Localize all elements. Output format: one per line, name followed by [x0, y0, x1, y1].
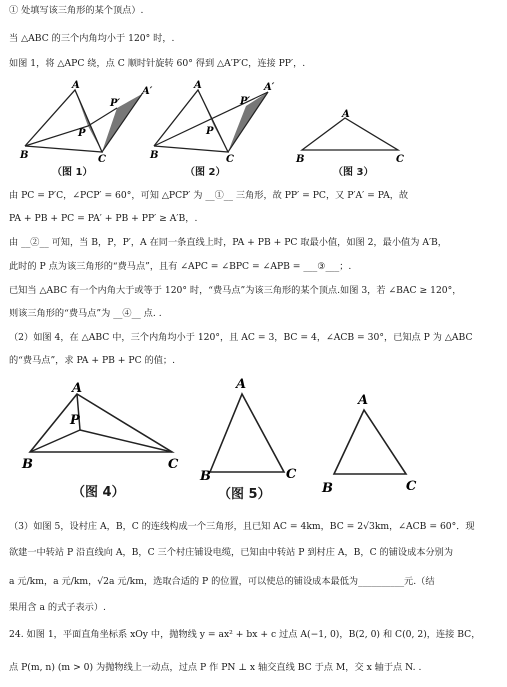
caption-fig-4: （图 4） — [72, 485, 125, 500]
label-b: B — [322, 481, 333, 496]
label-b: B — [296, 154, 305, 165]
text-line-13: 欲建一中转站 P 沿直线向 A，B，C 三个村庄铺设电缆，已知由中转站 P 到村庄 A，B，C 的铺设成本分别为 — [9, 547, 454, 558]
label-a: A — [72, 80, 80, 91]
text-line-2: 当 △ABC 的三个内角均小于 120° 时，. — [9, 33, 175, 44]
figure-1 — [20, 78, 153, 165]
label-b: B — [150, 150, 159, 161]
label-p: P — [70, 413, 80, 428]
label-c: C — [168, 457, 179, 472]
label-a: A — [236, 377, 247, 392]
label-a: A — [72, 381, 83, 396]
label-c: C — [406, 479, 417, 494]
text-line-12: （3）如图 5，设村庄 A，B，C 的连线构成一个三角形，且已知 AC = 4km，BC = 2√3km，∠ACB = 60°．现 — [9, 521, 475, 532]
text-line-9: 则该三角形的“费马点”为 __④__ 点. . — [9, 308, 162, 319]
label-a: A — [342, 109, 350, 120]
text-line-1: ① 处填写该三角形的某个顶点）. — [9, 5, 144, 16]
text-line-15: 果用含 a 的式子表示）. — [9, 602, 106, 613]
figure-2 — [150, 78, 280, 163]
text-line-3: 如图 1，将 △APC 绕，点 C 顺时针旋转 60° 得到 △A′P′C，连接 PP′，. — [9, 58, 306, 69]
text-line-4: 由 PC = P′C，∠PCP′ = 60°，可知 △PCP′ 为 __①__ 三角形，故 PP′ = PC，又 P′A′ = PA，故 — [9, 190, 409, 201]
label-a-prime: A′ — [264, 82, 275, 93]
text-line-6: 由 __②__ 可知，当 B，P，P′，A 在同一条直线上时，PA + PB + PC 取最小值，如图 2，最小值为 A′B， — [9, 237, 447, 248]
label-p-prime: P′ — [240, 96, 251, 107]
text-line-14: a 元/km，a 元/km，√2a 元/km，选取合适的 P 的位置，可以使总的铺设成本最低为__________元.（结 — [9, 576, 435, 587]
text-line-11: 的“费马点”，求 PA + PB + PC 的值；. — [9, 355, 176, 366]
caption-fig-2: （图 2） — [185, 167, 226, 178]
label-p-prime: P′ — [110, 98, 121, 109]
figure-5 — [198, 372, 308, 482]
label-c: C — [226, 154, 234, 165]
text-line-17: 点 P(m, n) (m > 0) 为抛物线上一动点，过点 P 作 PN ⊥ x 轴交直线 BC 于点 M，交 x 轴于点 N. . — [9, 662, 422, 673]
figure-3 — [290, 110, 420, 165]
label-p: P — [78, 128, 86, 139]
caption-fig-5: （图 5） — [218, 487, 271, 502]
figure-6 — [318, 388, 428, 496]
label-c: C — [396, 154, 404, 165]
label-p: P — [206, 126, 214, 137]
label-c: C — [286, 467, 297, 482]
label-a-prime: A′ — [142, 86, 153, 97]
text-line-5: PA + PB + PC = PA′ + PB + PP′ ≥ A′B，. — [9, 213, 198, 224]
text-line-7: 此时的 P 点为该三角形的“费马点”，且有 ∠APC = ∠BPC = ∠APB = ___③___；. — [9, 261, 352, 272]
label-a: A — [194, 80, 202, 91]
caption-fig-1: （图 1） — [52, 167, 93, 178]
figure-4 — [22, 380, 182, 475]
label-b: B — [200, 469, 211, 484]
label-b: B — [20, 150, 29, 161]
text-line-10: （2）如图 4，在 △ABC 中，三个内角均小于 120°，且 AC = 3，BC = 4，∠ACB = 30°，已知点 P 为 △ABC — [9, 332, 473, 343]
text-line-8: 已知当 △ABC 有一个内角大于或等于 120° 时，“费马点”为该三角形的某个顶点.如图 3，若 ∠BAC ≥ 120°， — [9, 285, 462, 296]
label-b: B — [22, 457, 33, 472]
label-a: A — [358, 393, 369, 408]
caption-fig-3: （图 3） — [333, 167, 374, 178]
text-line-16: 24. 如图 1，平面直角坐标系 xOy 中，抛物线 y = ax² + bx + c 过点 A(−1, 0)，B(2, 0) 和 C(0, 2)，连接 BC， — [9, 629, 481, 640]
label-c: C — [98, 154, 106, 165]
